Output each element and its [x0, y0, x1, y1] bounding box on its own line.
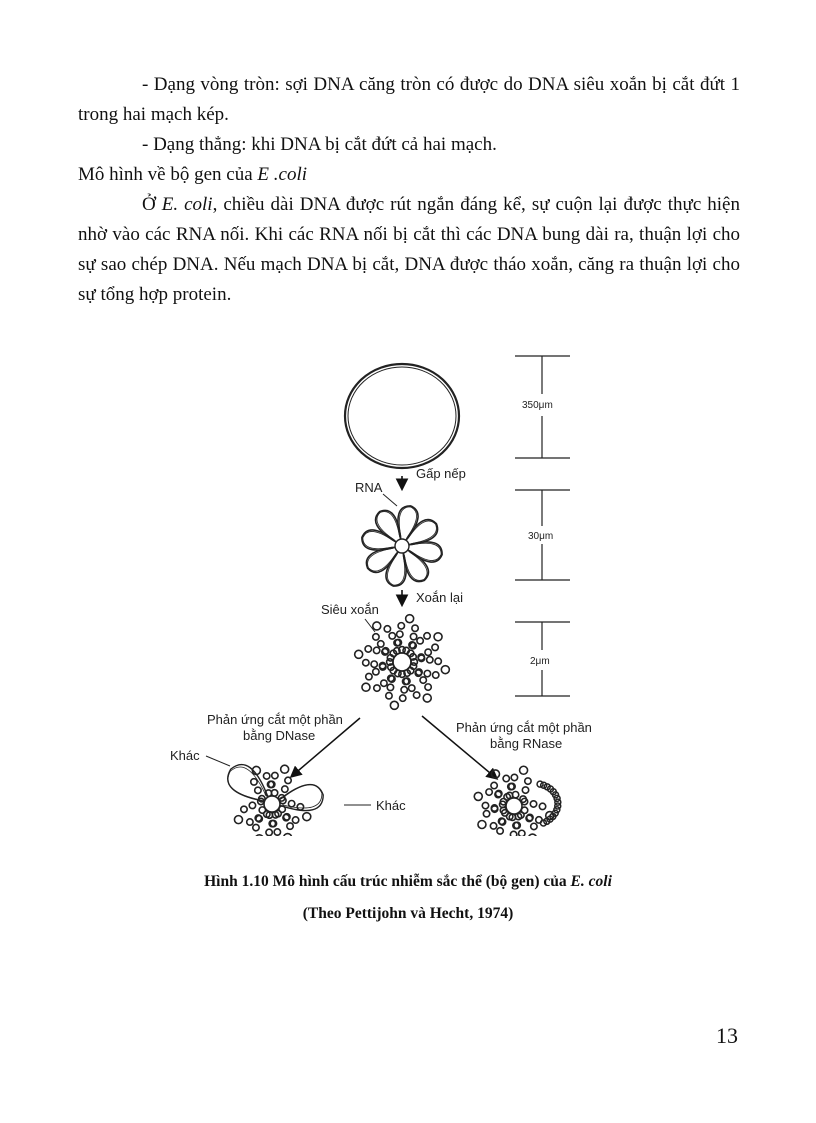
paragraph-circular-form: - Dạng vòng tròn: sợi DNA căng tròn có được do DNA siêu xoắn bị cắt đứt 1 trong hai mạch kép. [78, 74, 740, 125]
paragraph-linear-form: - Dạng thẳng: khi DNA bị cắt đứt cả hai mạch. [142, 134, 497, 155]
body-text [78, 70, 740, 310]
rnase-label-line1: Phản ứng cắt một phần [456, 720, 592, 735]
page-number: 13 [716, 1023, 738, 1048]
dnase-label-line1: Phản ứng cắt một phần [207, 712, 343, 727]
figure-caption-title: Hình 1.10 Mô hình cấu trúc nhiễm sắc thể (bộ gen) của E. coli [204, 873, 612, 890]
other-label-1: Khác [170, 748, 200, 763]
circular-dna [345, 364, 459, 468]
dnase-cut-dna [228, 765, 323, 836]
paragraph-ecoli: Ở E. coli, chiều dài DNA được rút ngắn đáng kể, sự cuộn lại được thực hiện nhờ vào các RNA nối. Khi các RNA nối bị cắt thì các DNA bung dài ra, thuận lợi cho sự sao chép DNA. Nếu mạch DNA bị cắt, DNA được tháo xoắn, căng ra thuận lợi cho sự tổng hợp protein. [78, 194, 740, 305]
figure-caption-source: (Theo Pettijohn và Hecht, 1974) [302, 905, 514, 922]
fold-label: Gấp nếp [416, 466, 466, 481]
rnase-cut-dna [474, 766, 561, 836]
rna-label: RNA [355, 480, 383, 495]
figure-diagram [160, 336, 660, 836]
other-label-2: Khác [376, 798, 406, 813]
figure-ecoli-chromosome [160, 336, 660, 836]
supercoil-label: Siêu xoắn [321, 602, 379, 617]
dnase-label-line2: bằng DNase [243, 728, 316, 743]
supercoiled-dna [355, 615, 450, 710]
folded-dna-rosette [362, 506, 442, 586]
scale-label-2: 2μm [530, 656, 550, 667]
rna-pointer [383, 494, 397, 506]
scale-label-30: 30μm [528, 531, 554, 542]
section-heading: Mô hình về bộ gen của E .coli [78, 164, 308, 185]
scale-label-350: 350μm [522, 400, 553, 411]
other-pointer-1 [206, 756, 230, 766]
rnase-label-line2: bằng RNase [490, 736, 563, 751]
twist-label: Xoắn lại [416, 590, 463, 605]
